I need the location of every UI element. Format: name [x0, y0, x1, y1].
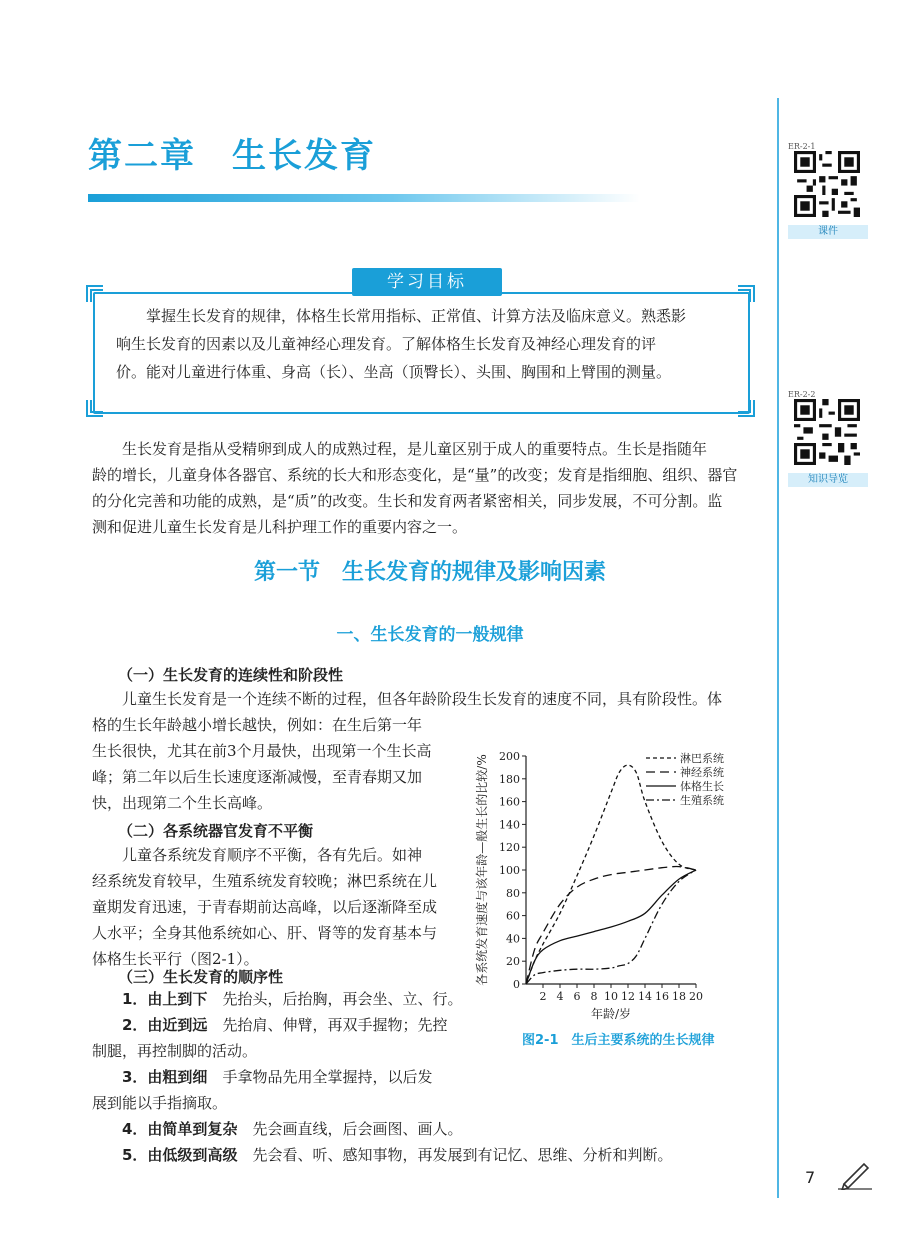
intro-paragraph [92, 436, 772, 540]
qr-code-label: ER-2-1 [788, 142, 816, 151]
corner-ornament-icon [85, 398, 105, 418]
chapter-underline [88, 194, 640, 202]
body-line: 儿童各系统发育顺序不平衡，各有先后。如神 [122, 846, 423, 864]
x-tick-label: 6 [573, 990, 581, 1003]
body-line: 格的生长年龄越小增长越快，例如：在生后第一年 [92, 716, 423, 734]
body-line: 经系统发育较早，生殖系统发育较晚；淋巴系统在儿 [92, 872, 438, 890]
intro-line: 测和促进儿童生长发育是儿科护理工作的重要内容之一。 [92, 518, 468, 536]
heading-imbalance: （二）各系统器官发育不平衡 [118, 822, 314, 840]
chapter-title: 第二章 生长发育 [88, 136, 376, 176]
heading-sequence: （三）生长发育的顺序性 [118, 968, 284, 986]
growth-chart [470, 740, 770, 1025]
qr-block-courseware[interactable] [788, 142, 868, 239]
body-line: 体格生长平行（图2-1）。 [92, 950, 259, 968]
qr-tag-courseware: 课件 [788, 225, 868, 239]
section-title: 第一节 生长发育的规律及影响因素 [253, 560, 606, 585]
y-tick-label: 0 [513, 978, 520, 991]
legend-entry: 体格生长 [680, 780, 724, 793]
y-tick-label: 40 [506, 932, 520, 946]
y-tick-label: 60 [506, 909, 520, 923]
learning-goals-text [116, 302, 731, 386]
page-number: 7 [805, 1168, 816, 1187]
y-tick-label: 120 [499, 841, 520, 855]
x-tick-label: 2 [539, 990, 547, 1003]
x-tick-label: 16 [655, 990, 669, 1003]
body-line: 生长很快，尤其在前3个月最快，出现第一个生长高 [92, 742, 432, 760]
qr-code-icon[interactable] [794, 151, 860, 217]
goal-line: 价。能对儿童进行体重、身高（长）、坐高（顶臀长）、头围、胸围和上臂围的测量。 [116, 363, 672, 381]
x-tick-label: 4 [556, 990, 564, 1003]
list-item: 制腿，再控制脚的活动。 [92, 1042, 258, 1060]
x-tick-label: 20 [689, 990, 703, 1003]
x-tick-label: 10 [604, 990, 618, 1003]
legend-entry: 淋巴系统 [680, 752, 724, 765]
x-tick-label: 18 [672, 990, 686, 1003]
intro-line: 生长发育是指从受精卵到成人的成熟过程，是儿童区别于成人的重要特点。生长是指随年 [122, 440, 708, 458]
goal-line: 掌握生长发育的规律，体格生长常用指标、正常值、计算方法及临床意义。熟悉影 [146, 307, 687, 325]
corner-ornament-icon [736, 284, 756, 304]
y-tick-label: 160 [499, 795, 520, 809]
qr-code-icon[interactable] [794, 399, 860, 465]
y-tick-label: 180 [499, 772, 520, 786]
list-item: 展到能以手指摘取。 [92, 1094, 228, 1112]
body-line: 童期发育迅速，于青春期前达高峰，以后逐渐降至成 [92, 898, 438, 916]
corner-ornament-icon [85, 284, 105, 304]
body-line: 快，出现第二个生长高峰。 [92, 794, 273, 812]
x-tick-label: 8 [590, 990, 598, 1003]
corner-ornament-icon [736, 398, 756, 418]
figure-caption: 图2-1 生后主要系统的生长规律 [522, 1033, 715, 1048]
list-item: 3．由粗到细 手拿物品先用全掌握持，以后发 [122, 1068, 433, 1086]
list-item: 4．由简单到复杂 先会画直线，后会画图、画人。 [122, 1120, 463, 1138]
x-axis-label: 年龄/岁 [590, 1007, 632, 1021]
series-line-2 [526, 867, 696, 984]
intro-line: 的分化完善和功能的成熟，是“质”的改变。生长和发育两者紧密相关，同步发展，不可分割。监 [92, 492, 723, 510]
y-tick-label: 100 [499, 864, 520, 877]
body-line: 峰；第二年以后生长速度逐渐减慢，至青春期又加 [92, 768, 423, 786]
x-tick-label: 14 [638, 990, 652, 1003]
legend-entry: 生殖系统 [680, 794, 724, 807]
body-line: 儿童生长发育是一个连续不断的过程，但各年龄阶段生长发育的速度不同，具有阶段性。体 [122, 690, 723, 708]
pen-icon [838, 1160, 874, 1190]
goal-line: 响生长发育的因素以及儿童神经心理发育。了解体格生长发育及神经心理发育的评 [116, 335, 657, 353]
qr-block-knowledge-guide[interactable] [788, 390, 868, 487]
y-axis-label: 各系统发育速度与该年龄—般生长的比较/% [475, 754, 489, 986]
y-tick-label: 20 [506, 955, 520, 969]
y-tick-label: 80 [506, 886, 520, 900]
para-imbalance [92, 842, 472, 972]
series-line-3 [526, 870, 696, 984]
learning-goals-title: 学习目标 [352, 268, 502, 296]
qr-tag-knowledge-guide: 知识导览 [788, 473, 868, 487]
x-tick-label: 12 [621, 990, 635, 1003]
list-item: 5．由低级到高级 先会看、听、感知事物，再发展到有记忆、思维、分析和判断。 [122, 1146, 673, 1164]
intro-line: 龄的增长，儿童身体各器官、系统的长大和形态变化，是“量”的改变；发育是指细胞、组织、器官 [92, 466, 738, 484]
y-tick-label: 140 [499, 818, 520, 832]
y-tick-label: 200 [499, 750, 520, 763]
list-item: 1．由上到下 先抬头，后抬胸，再会坐、立、行。 [122, 990, 463, 1008]
heading-continuity: （一）生长发育的连续性和阶段性 [118, 666, 344, 684]
body-line: 人水平；全身其他系统如心、肝、肾等的发育基本与 [92, 924, 438, 942]
qr-code-label: ER-2-2 [788, 390, 816, 399]
list-item: 2．由近到远 先抬肩、伸臂，再双手握物；先控 [122, 1016, 448, 1034]
legend-entry: 神经系统 [680, 766, 724, 779]
subsection-title: 一、生长发育的一般规律 [336, 625, 524, 645]
